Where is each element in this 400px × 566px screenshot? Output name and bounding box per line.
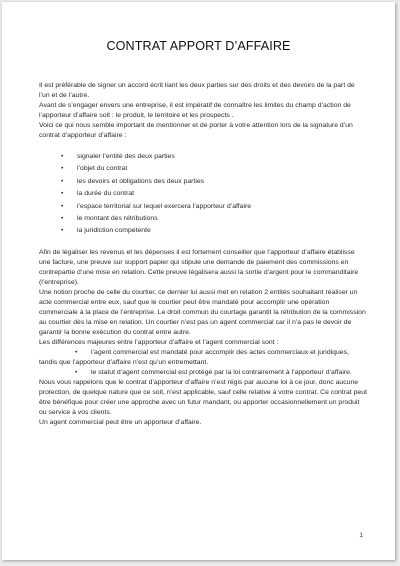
- body-paragraph-invoice: Afin de légaliser les revenus et les dépenses il est fortement conseiller que l’apporteur d’affaire établisse une facture, une preuve sur support papier qui stipule une demande de paiement des commissions en contrepartie d’une mise en relation. Cette preuve légalisera aussi la sortie d’argent pour le commanditaire (l’entreprise).: [39, 248, 359, 286]
- intro-paragraph-2: Avant de s’engager envers une entreprise, il est impératif de connaître les limites du champ d’action de l’apporteur d’affaire soit : le produit, le territoire et les prospects .: [39, 102, 351, 119]
- bullet-icon: •: [61, 153, 64, 160]
- bullet-icon: •: [61, 227, 64, 235]
- bullet-icon: •: [75, 368, 78, 376]
- bullet-icon: •: [61, 177, 64, 185]
- closing-line: Un agent commercial peut être un apporteur d’affaire.: [39, 418, 202, 426]
- body-paragraph-differences: Les différences majeures entre l’apporteur d’affaire et l’agent commercial sont :: [39, 338, 279, 346]
- bullet-icon: •: [61, 165, 64, 173]
- document-title: CONTRAT APPORT D’AFFAIRE: [106, 39, 291, 53]
- page-number: 1: [359, 532, 363, 539]
- list-item: • les devoirs et obligations des deux parties: [39, 176, 367, 188]
- list-item: • signaler l’entité des deux parties: [39, 151, 367, 163]
- list-item: • la juridiction compétente: [39, 225, 367, 237]
- bullet-icon: •: [61, 202, 64, 210]
- body-paragraph-courtier: Une notion proche de celle du courtier, ce dernier lui aussi met en relation 2 entités souhaitant réaliser un acte commercial entre eux, sauf que le courtier peut être mandaté pour accomplir une opération commerciale à la place de l’entreprise. Le droit commun du courtage garantit la rétribution de la commission au courtier dès la mise en relation. Un courtier n’est pas un agent commercial car il n’a pas le devoir de garantir la bonne exécution du contrat entre autre.: [39, 288, 366, 336]
- bullet-icon: •: [75, 348, 78, 356]
- closing-paragraph: Nous vous rappelons que le contrat d’apporteur d’affaire n’est régis par aucune loi à ce jour, donc aucune protection, de quelque nature que ce soit, n’est applicable, sauf celle relative à votre contrat. Ce contrat peut être bénéfique pour créer une approche avec un futur mandant, ou apporter occasionnellement un produit ou service à vos clients.: [39, 378, 367, 416]
- bullet-icon: •: [61, 190, 64, 198]
- document-body: [39, 81, 367, 428]
- intro-paragraph-1: Il est préférable de signer un accord écrit liant les deux parties sur des droits et des devoirs de la part de l’un et de l’autre.: [39, 82, 355, 99]
- bullet-icon: •: [61, 214, 64, 222]
- document-page: [2, 2, 395, 560]
- contract-checklist: [39, 151, 367, 238]
- difference-item: • l’agent commercial est mandaté pour accomplir des actes commerciaux et juridiques, tandis que l’apporteur d’affaire n’est qu’un entremettant.: [39, 348, 349, 366]
- intro-paragraph-3: Voici ce qui nous semble important de mentionner et de porter à votre attention lors de la signature d’un contrat d’apporteur d’affaire :: [39, 122, 353, 139]
- list-item: • l’objet du contrat: [39, 163, 367, 175]
- list-item: • la durée du contrat: [39, 188, 367, 200]
- list-item: • l’espace territorial sur lequel exercera l’apporteur d’affaire: [39, 201, 367, 213]
- difference-item: • le statut d’agent commercial est protégé par la loi contrairement à l’apporteur d’affaire.: [75, 368, 352, 376]
- list-item: • le montant des rétributions: [39, 213, 367, 225]
